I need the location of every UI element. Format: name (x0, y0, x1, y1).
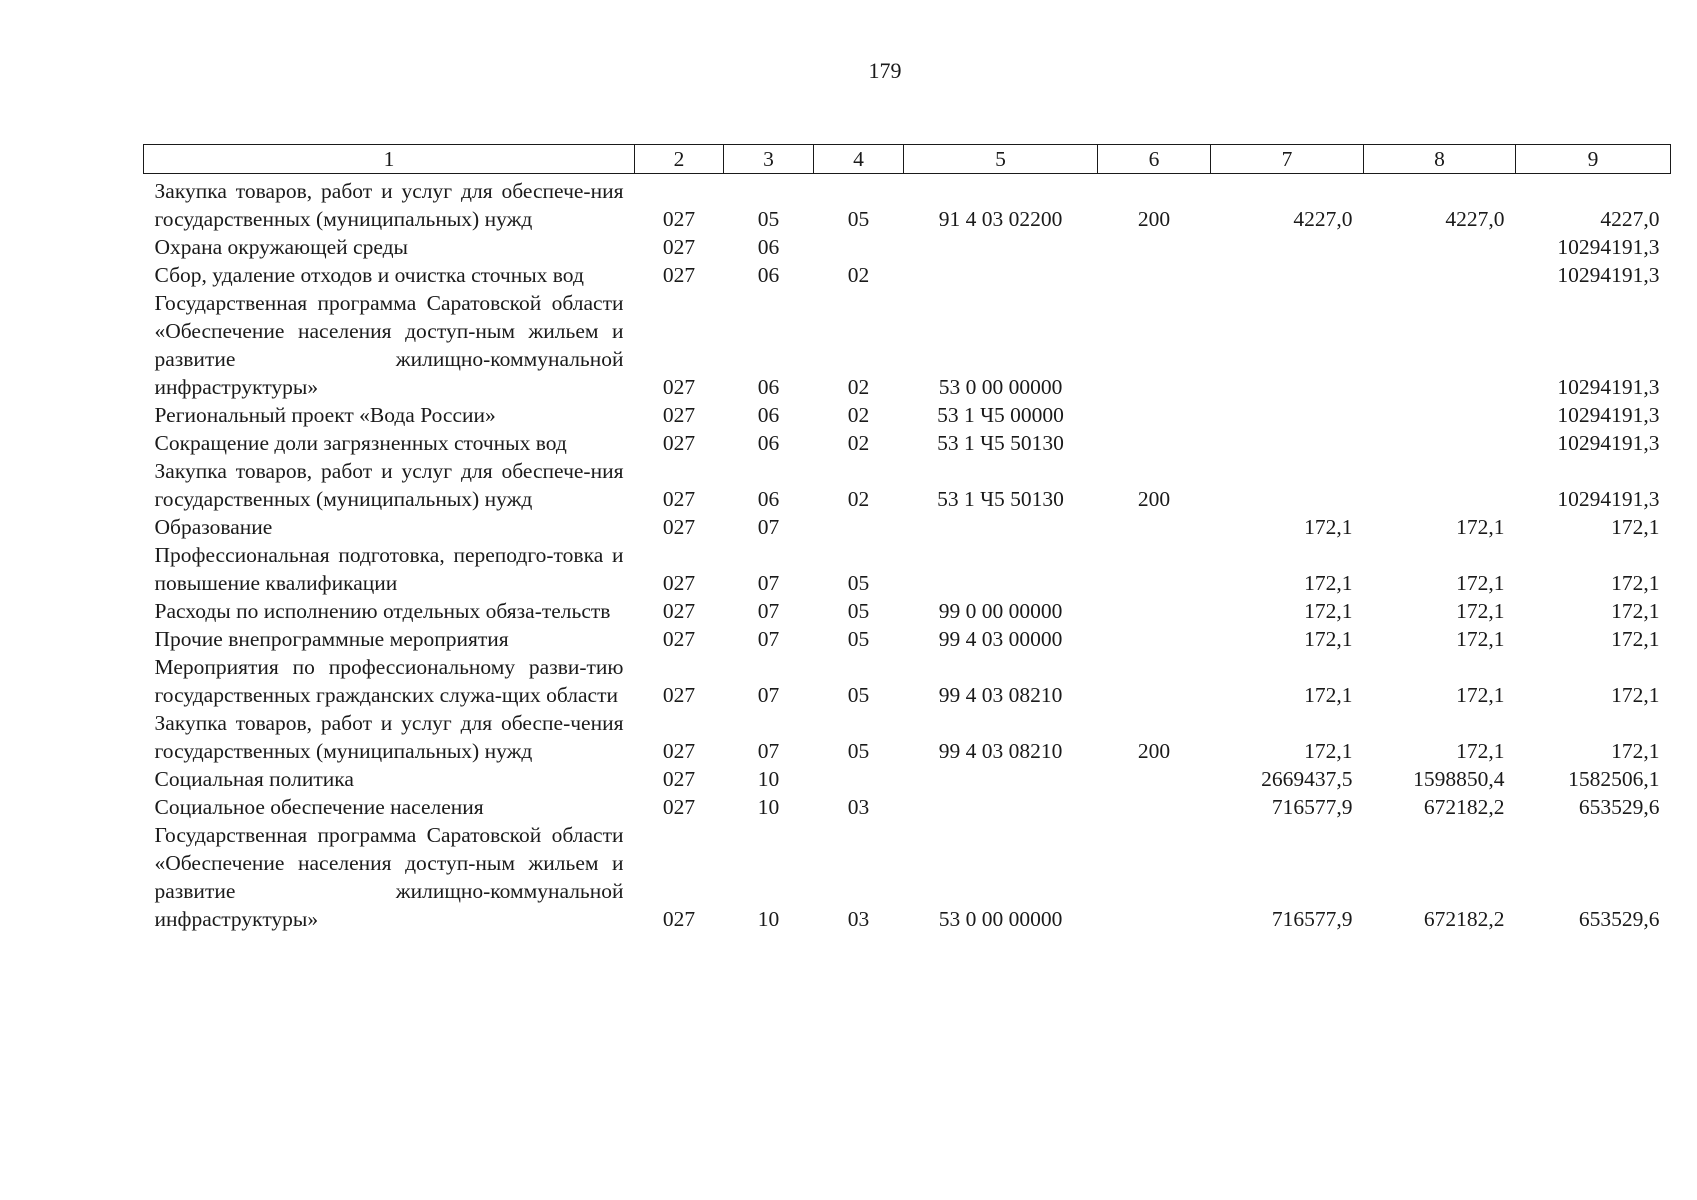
cell-amount-col7: 172,1 (1304, 571, 1353, 595)
cell-expense-type (1098, 597, 1211, 625)
table-row (144, 653, 1671, 709)
cell-amount-col8: 172,1 (1456, 683, 1505, 707)
cell-subsection: 05 (847, 739, 870, 763)
table-row (144, 513, 1671, 541)
cell-amount-col9: 172,1 (1611, 683, 1660, 707)
table-row (144, 793, 1671, 821)
table-row (144, 625, 1671, 653)
row-name: Социальная политика (154, 767, 354, 791)
cell-section: 10 (757, 767, 780, 791)
cell-amount-col9: 172,1 (1611, 627, 1660, 651)
row-name: Образование (154, 515, 273, 539)
cell-expense-type (1098, 765, 1211, 793)
cell-amount-col7 (1211, 261, 1364, 289)
cell-section: 07 (757, 627, 780, 651)
budget-table (143, 144, 1671, 933)
cell-target-article: 53 1 Ч5 50130 (937, 487, 1064, 511)
cell-section: 06 (757, 263, 780, 287)
cell-section: 10 (757, 907, 780, 931)
cell-amount-col9: 4227,0 (1600, 207, 1660, 231)
cell-amount-col8 (1364, 429, 1516, 457)
cell-subsection: 05 (847, 207, 870, 231)
cell-target-article: 99 4 03 08210 (938, 739, 1063, 763)
row-name: Профессиональная подготовка, переподго-товка и повышение квалификации (154, 543, 624, 595)
row-name: Сбор, удаление отходов и очистка сточных вод (154, 263, 584, 287)
table-header-row (144, 145, 1671, 174)
cell-ministry: 027 (662, 627, 696, 651)
cell-amount-col8: 672182,2 (1423, 907, 1505, 931)
table-row (144, 429, 1671, 457)
cell-section: 05 (757, 207, 780, 231)
cell-target-article (904, 541, 1098, 597)
cell-amount-col7 (1211, 289, 1364, 401)
cell-section: 07 (757, 739, 780, 763)
cell-subsection (814, 765, 904, 793)
cell-section: 06 (757, 235, 780, 259)
row-name: Социальное обеспечение населения (154, 795, 484, 819)
cell-subsection: 02 (847, 487, 870, 511)
table-row (144, 174, 1671, 234)
cell-section: 07 (757, 571, 780, 595)
table-row (144, 457, 1671, 513)
cell-section: 10 (757, 795, 780, 819)
cell-amount-col7 (1211, 233, 1364, 261)
row-name: Сокращение доли загрязненных сточных вод (154, 431, 567, 455)
cell-section: 06 (757, 431, 780, 455)
cell-subsection: 03 (847, 907, 870, 931)
cell-subsection: 03 (847, 795, 870, 819)
cell-section: 06 (757, 403, 780, 427)
cell-amount-col8 (1364, 401, 1516, 429)
cell-section: 07 (757, 683, 780, 707)
cell-amount-col9: 10294191,3 (1557, 263, 1660, 287)
cell-subsection (814, 233, 904, 261)
column-header-5: 5 (904, 145, 1098, 174)
row-name: Закупка товаров, работ и услуг для обеспече-ния государственных (муниципальных) нужд (154, 459, 624, 511)
cell-ministry: 027 (662, 683, 696, 707)
cell-subsection: 02 (847, 375, 870, 399)
table-row (144, 233, 1671, 261)
cell-expense-type (1098, 653, 1211, 709)
cell-ministry: 027 (662, 767, 696, 791)
cell-subsection: 05 (847, 627, 870, 651)
cell-subsection: 05 (847, 571, 870, 595)
cell-amount-col8 (1364, 289, 1516, 401)
cell-amount-col9: 172,1 (1611, 571, 1660, 595)
cell-amount-col7 (1211, 401, 1364, 429)
cell-amount-col8 (1364, 457, 1516, 513)
cell-ministry: 027 (662, 375, 696, 399)
cell-expense-type (1098, 289, 1211, 401)
cell-ministry: 027 (662, 403, 696, 427)
cell-amount-col9: 10294191,3 (1557, 431, 1660, 455)
cell-amount-col8: 672182,2 (1423, 795, 1505, 819)
cell-ministry: 027 (662, 571, 696, 595)
row-name: Региональный проект «Вода России» (154, 403, 496, 427)
cell-section: 06 (757, 487, 780, 511)
cell-expense-type: 200 (1137, 487, 1171, 511)
cell-amount-col7 (1211, 457, 1364, 513)
cell-amount-col7: 172,1 (1304, 515, 1353, 539)
cell-target-article: 53 1 Ч5 50130 (937, 431, 1064, 455)
table-row (144, 709, 1671, 765)
cell-target-article: 99 4 03 00000 (938, 627, 1063, 651)
cell-subsection: 02 (847, 431, 870, 455)
row-name: Государственная программа Саратовской области «Обеспечение населения доступ-ным жильем и развитие жилищно-коммунальной инфраструктуры» (154, 291, 624, 399)
row-name: Закупка товаров, работ и услуг для обеспе-чения государственных (муниципальных) нужд (154, 711, 624, 763)
cell-ministry: 027 (662, 515, 696, 539)
page-number: 179 (868, 58, 902, 83)
cell-amount-col7: 716577,9 (1271, 795, 1353, 819)
cell-amount-col7: 4227,0 (1293, 207, 1353, 231)
cell-subsection: 02 (847, 403, 870, 427)
cell-amount-col7 (1211, 429, 1364, 457)
cell-target-article: 91 4 03 02200 (938, 207, 1063, 231)
row-name: Закупка товаров, работ и услуг для обеспече-ния государственных (муниципальных) нужд (154, 179, 624, 231)
cell-target-article (904, 513, 1098, 541)
cell-ministry: 027 (662, 599, 696, 623)
cell-ministry: 027 (662, 207, 696, 231)
cell-ministry: 027 (662, 739, 696, 763)
cell-amount-col9: 10294191,3 (1557, 487, 1660, 511)
cell-ministry: 027 (662, 263, 696, 287)
column-header-4: 4 (814, 145, 904, 174)
cell-amount-col9: 10294191,3 (1557, 375, 1660, 399)
cell-expense-type (1098, 401, 1211, 429)
table-row (144, 261, 1671, 289)
cell-section: 07 (757, 599, 780, 623)
cell-amount-col9: 1582506,1 (1568, 767, 1660, 791)
cell-expense-type (1098, 821, 1211, 933)
cell-ministry: 027 (662, 907, 696, 931)
cell-amount-col7: 2669437,5 (1261, 767, 1353, 791)
table-row (144, 541, 1671, 597)
table-row (144, 821, 1671, 933)
cell-amount-col7: 172,1 (1304, 739, 1353, 763)
table-row (144, 401, 1671, 429)
column-header-6: 6 (1098, 145, 1211, 174)
cell-target-article (904, 233, 1098, 261)
cell-amount-col7: 172,1 (1304, 627, 1353, 651)
cell-amount-col8: 4227,0 (1445, 207, 1505, 231)
column-header-8: 8 (1364, 145, 1516, 174)
cell-amount-col8: 172,1 (1456, 599, 1505, 623)
cell-target-article (904, 261, 1098, 289)
row-name: Мероприятия по профессиональному разви-тию государственных гражданских служа-щих области (154, 655, 624, 707)
cell-expense-type (1098, 793, 1211, 821)
column-header-3: 3 (724, 145, 814, 174)
cell-expense-type (1098, 625, 1211, 653)
cell-amount-col9: 653529,6 (1578, 907, 1660, 931)
row-name: Охрана окружающей среды (154, 235, 408, 259)
cell-amount-col9: 172,1 (1611, 515, 1660, 539)
table-row (144, 597, 1671, 625)
cell-amount-col8: 172,1 (1456, 515, 1505, 539)
cell-ministry: 027 (662, 235, 696, 259)
cell-target-article: 99 4 03 08210 (938, 683, 1063, 707)
cell-amount-col7: 716577,9 (1271, 907, 1353, 931)
cell-target-article: 99 0 00 00000 (938, 599, 1063, 623)
cell-subsection (814, 513, 904, 541)
table-row (144, 289, 1671, 401)
column-header-7: 7 (1211, 145, 1364, 174)
cell-expense-type (1098, 233, 1211, 261)
row-name: Расходы по исполнению отдельных обяза-тельств (154, 599, 611, 623)
cell-expense-type (1098, 429, 1211, 457)
row-name: Прочие внепрограммные мероприятия (154, 627, 509, 651)
cell-subsection: 02 (847, 263, 870, 287)
cell-amount-col8 (1364, 261, 1516, 289)
cell-section: 06 (757, 375, 780, 399)
cell-target-article: 53 0 00 00000 (938, 907, 1063, 931)
column-header-1: 1 (144, 145, 635, 174)
cell-amount-col8: 172,1 (1456, 571, 1505, 595)
cell-target-article (904, 793, 1098, 821)
cell-target-article: 53 0 00 00000 (938, 375, 1063, 399)
cell-amount-col8: 172,1 (1456, 739, 1505, 763)
cell-target-article (904, 765, 1098, 793)
cell-amount-col9: 172,1 (1611, 599, 1660, 623)
cell-amount-col9: 172,1 (1611, 739, 1660, 763)
cell-amount-col9: 653529,6 (1578, 795, 1660, 819)
table-row (144, 765, 1671, 793)
cell-section: 07 (757, 515, 780, 539)
cell-expense-type (1098, 261, 1211, 289)
cell-amount-col9: 10294191,3 (1557, 235, 1660, 259)
cell-amount-col8 (1364, 233, 1516, 261)
cell-expense-type (1098, 513, 1211, 541)
cell-ministry: 027 (662, 795, 696, 819)
cell-amount-col7: 172,1 (1304, 599, 1353, 623)
cell-amount-col8: 172,1 (1456, 627, 1505, 651)
cell-expense-type (1098, 541, 1211, 597)
cell-amount-col7: 172,1 (1304, 683, 1353, 707)
cell-subsection: 05 (847, 599, 870, 623)
cell-target-article: 53 1 Ч5 00000 (937, 403, 1064, 427)
cell-expense-type: 200 (1137, 739, 1171, 763)
cell-expense-type: 200 (1137, 207, 1171, 231)
column-header-2: 2 (635, 145, 724, 174)
column-header-9: 9 (1516, 145, 1671, 174)
cell-ministry: 027 (662, 431, 696, 455)
cell-subsection: 05 (847, 683, 870, 707)
cell-amount-col9: 10294191,3 (1557, 403, 1660, 427)
cell-amount-col8: 1598850,4 (1413, 767, 1505, 791)
cell-ministry: 027 (662, 487, 696, 511)
row-name: Государственная программа Саратовской области «Обеспечение населения доступ-ным жильем и развитие жилищно-коммунальной инфраструктуры» (154, 823, 624, 931)
